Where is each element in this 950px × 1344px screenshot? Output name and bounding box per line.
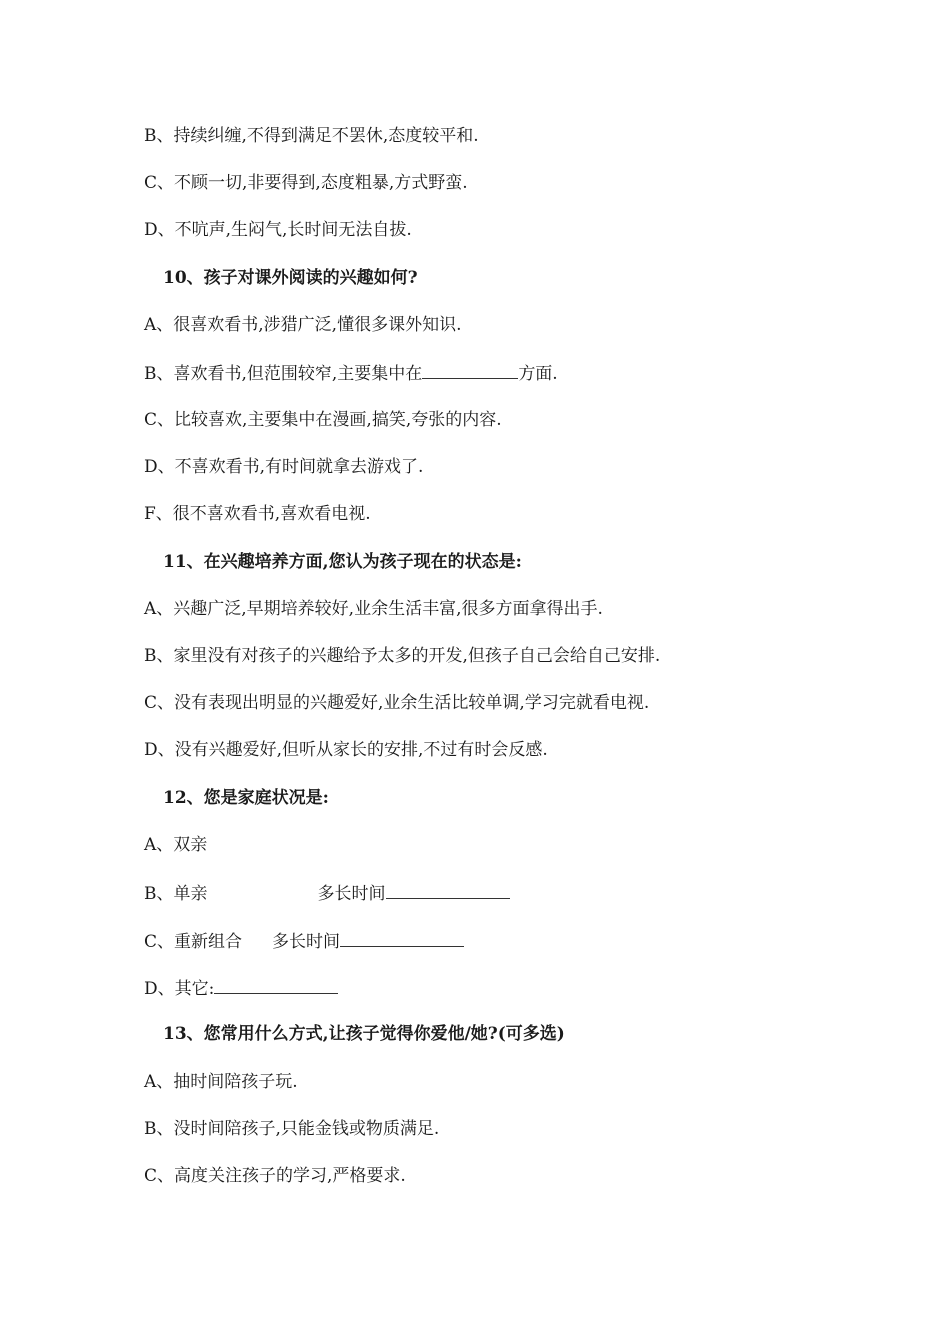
q11-question: 11、在兴趣培养方面,您认为孩子现在的状态是: xyxy=(163,552,522,572)
q10-option-f: F、很不喜欢看书,喜欢看电视. xyxy=(144,504,371,524)
q12-option-d xyxy=(144,975,338,1001)
q11-option-c: C、没有表现出明显的兴趣爱好,业余生活比较单调,学习完就看电视. xyxy=(144,693,650,713)
q13-option-b: B、没时间陪孩子,只能金钱或物质满足. xyxy=(144,1119,440,1139)
q10-option-b-suffix: 方面. xyxy=(518,364,558,384)
q11-option-d: D、没有兴趣爱好,但听从家长的安排,不过有时会反感. xyxy=(144,740,548,760)
q9-option-c: C、不顾一切,非要得到,态度粗暴,方式野蛮. xyxy=(144,173,468,193)
q12-option-c xyxy=(144,928,464,954)
q13-option-a: A、抽时间陪孩子玩. xyxy=(144,1072,298,1092)
q10-option-a: A、很喜欢看书,涉猎广泛,懂很多课外知识. xyxy=(144,315,462,335)
q10-option-c: C、比较喜欢,主要集中在漫画,搞笑,夸张的内容. xyxy=(144,410,502,430)
q12-question: 12、您是家庭状况是: xyxy=(163,788,329,808)
q13-option-c: C、高度关注孩子的学习,严格要求. xyxy=(144,1166,406,1186)
q10-option-d: D、不喜欢看书,有时间就拿去游戏了. xyxy=(144,457,424,477)
q12-option-c-label: C、重新组合 xyxy=(144,932,243,952)
q10-question: 10、孩子对课外阅读的兴趣如何? xyxy=(163,268,418,288)
q12-option-c-duration-label: 多长时间 xyxy=(272,932,341,952)
q11-option-b: B、家里没有对孩子的兴趣给予太多的开发,但孩子自己会给自己安排. xyxy=(144,646,661,666)
q12-option-d-label: D、其它: xyxy=(144,979,215,999)
q12-option-b xyxy=(144,880,510,906)
q9-option-b: B、持续纠缠,不得到满足不罢休,态度较平和. xyxy=(144,126,479,146)
q12-option-b-label: B、单亲 xyxy=(144,884,208,904)
q10-option-b-prefix: B、喜欢看书,但范围较窄,主要集中在 xyxy=(144,364,423,384)
q9-option-d: D、不吭声,生闷气,长时间无法自拔. xyxy=(144,220,412,240)
q12-option-b-blank xyxy=(386,880,510,899)
q12-option-d-blank xyxy=(214,975,338,994)
q13-question: 13、您常用什么方式,让孩子觉得你爱他/她?(可多选) xyxy=(163,1024,565,1044)
q12-option-a: A、双亲 xyxy=(144,835,208,855)
q12-option-c-blank xyxy=(340,928,464,947)
q12-option-b-duration-label: 多长时间 xyxy=(317,884,386,904)
q11-option-a: A、兴趣广泛,早期培养较好,业余生活丰富,很多方面拿得出手. xyxy=(144,599,603,619)
q10-option-b xyxy=(144,360,558,386)
q10-option-b-blank xyxy=(422,360,518,379)
